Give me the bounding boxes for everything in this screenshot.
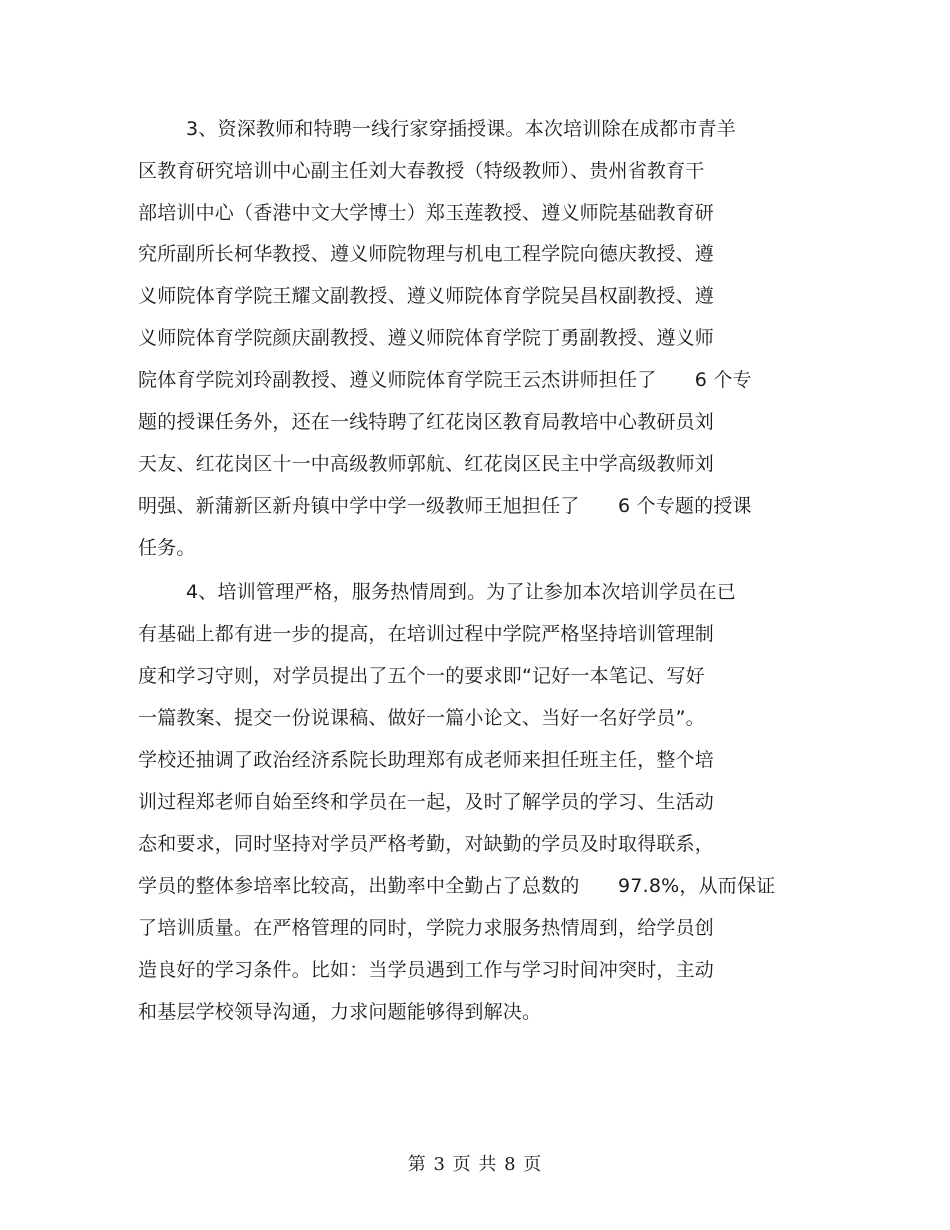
paragraph-2-line-10: 造良好的学习条件。比如：当学员遇到工作与学习时间冲突时，主动 — [138, 959, 715, 981]
paragraph-2-line-3: 度和学习守则，对学员提出了五个一的要求即“记好一本笔记、写好 — [138, 665, 705, 687]
paragraph-2-line-9: 了培训质量。在严格管理的同时，学院力求服务热情周到，给学员创 — [138, 917, 715, 939]
paragraph-1-line-3: 部培训中心（香港中文大学博士）郑玉莲教授、遵义师院基础教育研 — [138, 202, 715, 224]
paragraph-2-line-11: 和基层学校领导沟通，力求问题能够得到解决。 — [138, 1001, 542, 1023]
paragraph-2-line-2: 有基础上都有进一步的提高，在培训过程中学院严格坚持培训管理制 — [138, 623, 715, 645]
paragraph-1-line-4: 究所副所长柯华教授、遵义师院物理与机电工程学院向德庆教授、遵 — [138, 243, 715, 265]
paragraph-1-line-1: 3、资深教师和特聘一线行家穿插授课。本次培训除在成都市青羊 — [186, 118, 736, 140]
paragraph-2-line-7: 态和要求，同时坚持对学员严格考勤，对缺勤的学员及时取得联系， — [138, 833, 715, 855]
paragraph-2-line-4: 一篇教案、提交一份说课稿、做好一篇小论文、当好一名好学员”。 — [138, 707, 705, 729]
paragraph-1-line-6: 义师院体育学院颜庆副教授、遵义师院体育学院丁勇副教授、遵义师 — [138, 327, 715, 349]
paragraph-2-line-6: 训过程郑老师自始至终和学员在一起，及时了解学员的学习、生活动 — [138, 791, 715, 813]
paragraph-1-line-10: 明强、新蒲新区新舟镇中学中学一级教师王旭担任了 6 个专题的授课 — [138, 495, 752, 517]
page-number-footer: 第 3 页 共 8 页 — [407, 1154, 543, 1175]
paragraph-1-line-9: 天友、红花岗区十一中高级教师郭航、红花岗区民主中学高级教师刘 — [138, 453, 715, 475]
paragraph-1-line-5: 义师院体育学院王耀文副教授、遵义师院体育学院吴昌权副教授、遵 — [138, 285, 715, 307]
paragraph-1-line-8: 题的授课任务外，还在一线特聘了红花岗区教育局教培中心教研员刘 — [138, 411, 715, 433]
paragraph-2-line-8: 学员的整体参培率比较高，出勤率中全勤占了总数的 97.8%，从而保证 — [138, 875, 776, 897]
paragraph-1-line-7: 院体育学院刘玲副教授、遵义师院体育学院王云杰讲师担任了 6 个专 — [138, 369, 752, 391]
paragraph-1-line-11: 任务。 — [138, 537, 196, 559]
paragraph-1-line-2: 区教育研究培训中心副主任刘大春教授（特级教师）、贵州省教育干 — [138, 160, 705, 182]
paragraph-2-line-5: 学校还抽调了政治经济系院长助理郑有成老师来担任班主任，整个培 — [138, 749, 715, 771]
paragraph-2-line-1: 4、培训管理严格，服务热情周到。为了让参加本次培训学员在已 — [186, 581, 736, 603]
